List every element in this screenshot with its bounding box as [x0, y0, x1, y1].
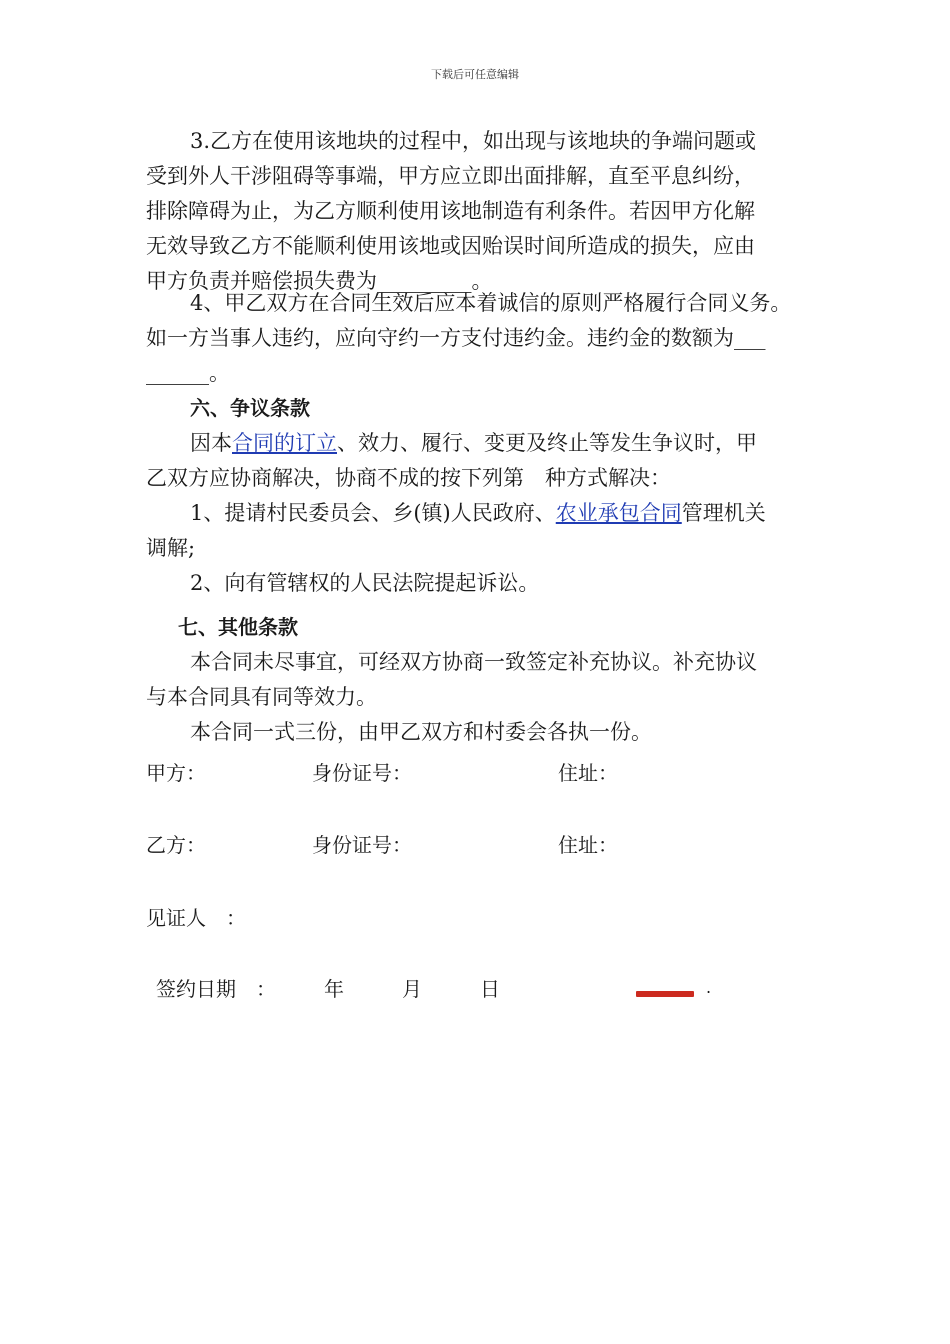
text: 管理机关 — [681, 501, 766, 525]
section-7 — [146, 610, 810, 750]
clause-3-line: 甲方负责并赔偿损失费为_________。 — [146, 269, 493, 293]
section-6 — [146, 391, 810, 601]
section-7-paragraph-2: 本合同一式三份，由甲乙双方和村委会各执一份。 — [190, 720, 652, 744]
year-label: 年 — [324, 977, 344, 1001]
witness-row — [146, 903, 810, 933]
agricultural-contract-link[interactable]: 农业承包合同 — [555, 501, 682, 525]
text: 、效力、履行、变更及终止等发生争议时，甲 — [337, 431, 757, 455]
clause-4 — [146, 286, 810, 391]
party-a-address-label: 住址： — [558, 761, 618, 785]
text: 1、提请村民委员会、乡(镇)人民政府、 — [190, 501, 556, 525]
section-7-heading: 七、其他条款 — [178, 615, 298, 639]
clause-3-line: 排除障碍为止，为乙方顺利使用该地制造有利条件。若因甲方化解 — [146, 199, 755, 223]
party-b-row — [146, 830, 810, 860]
party-b-address-label: 住址： — [558, 833, 618, 857]
trailing-dot: . — [706, 978, 712, 997]
party-a-id-label: 身份证号： — [312, 761, 412, 785]
party-b-label: 乙方： — [146, 833, 206, 857]
section-6-item-1 — [146, 496, 810, 531]
clause-3-line: 无效导致乙方不能顺利使用该地或因贻误时间所造成的损失，应由 — [146, 234, 755, 258]
day-label: 日 — [480, 977, 500, 1001]
section-7-paragraph-1-line2: 与本合同具有同等效力。 — [146, 685, 377, 709]
section-6-item-1-line2: 调解; — [146, 536, 196, 560]
clause-3-line: 3.乙方在使用该地块的过程中，如出现与该地块的争端问题或 — [190, 129, 757, 153]
clause-4-line: 4、甲乙双方在合同生效后应本着诚信的原则严格履行合同义务。 — [190, 291, 792, 315]
section-6-heading: 六、争议条款 — [190, 396, 310, 420]
section-6-paragraph-line2: 乙双方应协商解决，协商不成的按下列第 种方式解决： — [146, 466, 671, 490]
sign-date-label: 签约日期 ： — [156, 977, 276, 1001]
clause-4-line: ______。 — [146, 361, 230, 385]
clause-4-line: 如一方当事人违约，应向守约一方支付违约金。违约金的数额为___ — [146, 326, 766, 350]
section-7-paragraph-1: 本合同未尽事宜，可经双方协商一致签定补充协议。补充协议 — [190, 650, 757, 674]
contract-formation-link[interactable]: 合同的订立 — [232, 431, 337, 455]
witness-label: 见证人 ： — [146, 906, 246, 930]
party-b-id-label: 身份证号： — [312, 833, 412, 857]
month-label: 月 — [402, 977, 422, 1001]
clause-3 — [146, 124, 810, 299]
red-stamp-mark — [636, 991, 694, 997]
text: 因本 — [190, 431, 232, 455]
section-6-item-2: 2、向有管辖权的人民法院提起诉讼。 — [190, 571, 540, 595]
section-6-paragraph — [146, 426, 810, 461]
clause-3-line: 受到外人干涉阻碍等事端，甲方应立即出面排解，直至平息纠纷， — [146, 164, 755, 188]
party-a-label: 甲方： — [146, 761, 206, 785]
party-a-row — [146, 758, 810, 788]
page-header: 下载后可任意编辑 — [431, 68, 519, 81]
